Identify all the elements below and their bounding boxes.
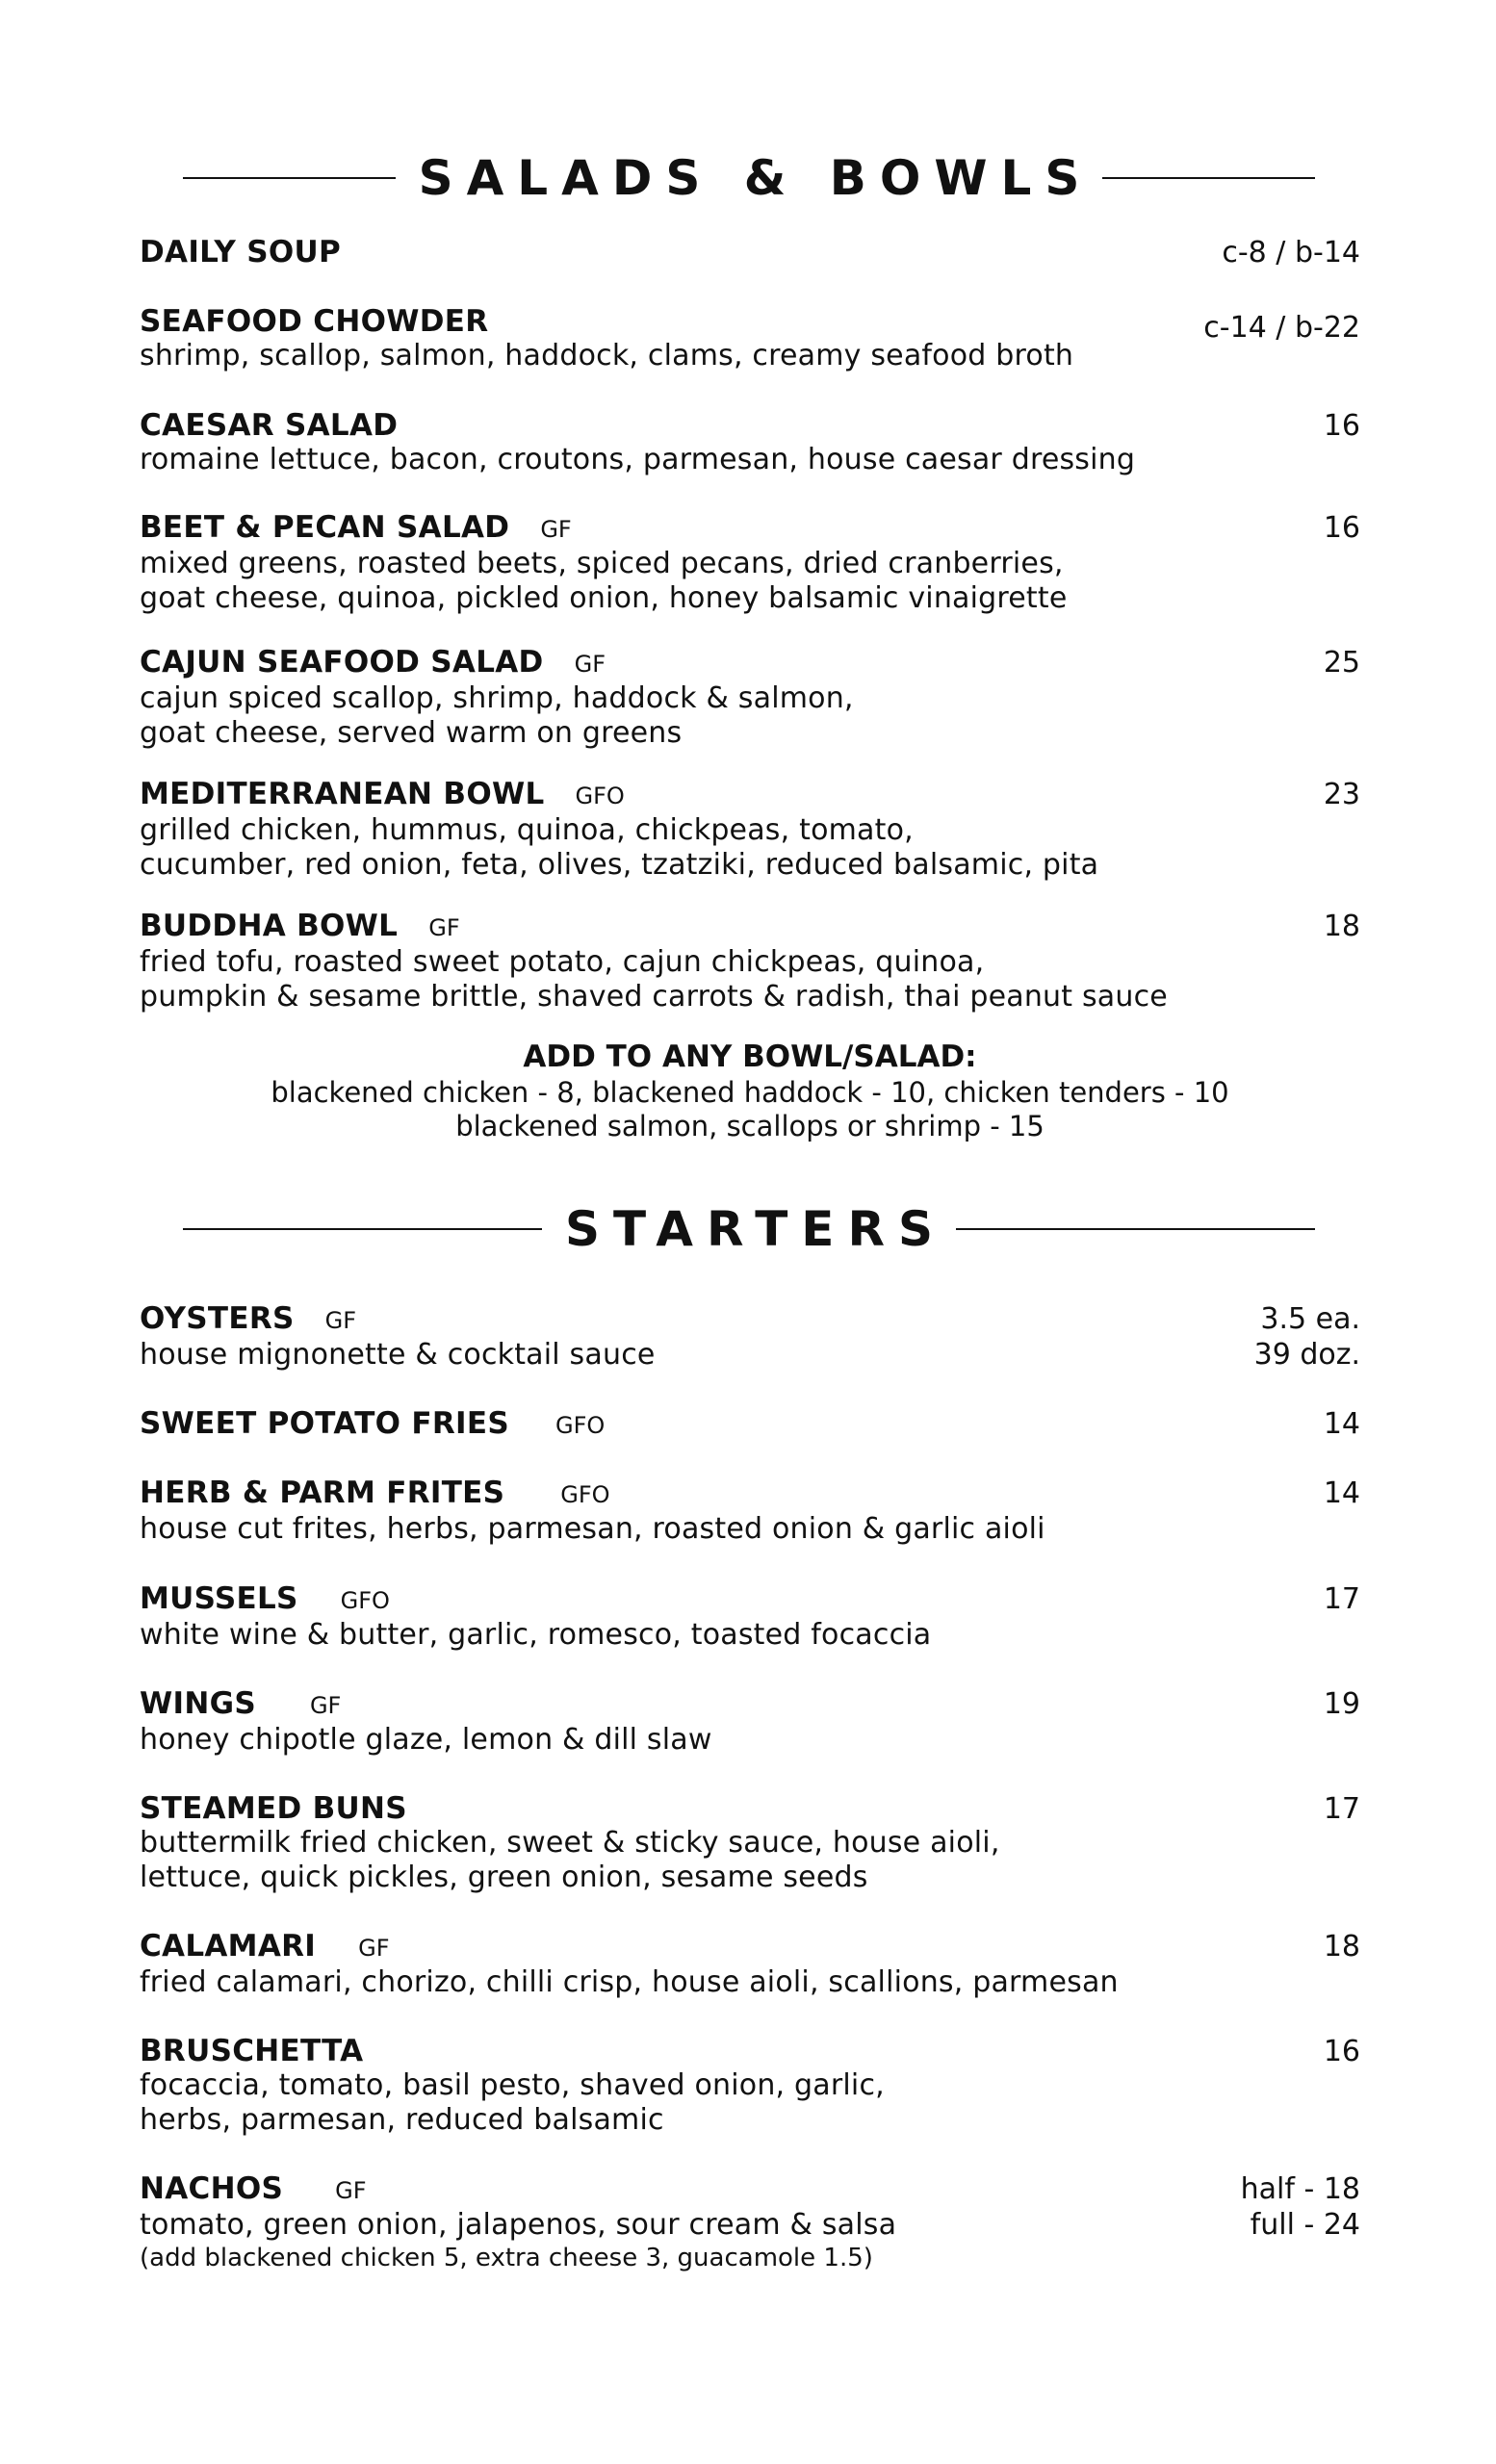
price-line: 3.5 ea.	[1260, 1302, 1360, 1336]
addon-block	[140, 1038, 1360, 1143]
price-line: 18	[1323, 910, 1360, 943]
item-price	[1324, 1406, 1360, 1442]
header-rule-right	[956, 1228, 1315, 1230]
price-line: 25	[1323, 646, 1360, 680]
price-line: half - 18	[1240, 2172, 1360, 2206]
item-price	[1324, 909, 1360, 944]
item-description: tomato, green onion, jalapenos, sour cream & salsa	[140, 2208, 897, 2242]
item-description: pumpkin & sesame brittle, shaved carrots & radish, thai peanut sauce	[140, 980, 1168, 1014]
price-line: 16	[1323, 2035, 1360, 2068]
header-rule-left	[183, 177, 396, 179]
item-name: OYSTERS	[140, 1301, 295, 1336]
item-description: white wine & butter, garlic, romesco, toasted focaccia	[140, 1618, 932, 1652]
item-price	[1203, 310, 1360, 346]
item-name: BEET & PECAN SALAD	[140, 510, 510, 545]
header-rule-right	[1102, 177, 1315, 179]
item-name: WINGS	[140, 1686, 256, 1721]
item-price	[1324, 1686, 1360, 1722]
item-note: (add blackened chicken 5, extra cheese 3, guacamole 1.5)	[140, 2244, 873, 2272]
item-name: BUDDHA BOWL	[140, 909, 399, 943]
item-description: cajun spiced scallop, shrimp, haddock & salmon,	[140, 681, 854, 715]
price-line: 14	[1323, 1476, 1360, 1510]
menu-item-sweet-potato-fries	[140, 1406, 1360, 1443]
item-price	[1324, 2034, 1360, 2069]
price-line: 18	[1323, 1930, 1360, 1964]
addon-title: ADD TO ANY BOWL/SALAD:	[523, 1040, 977, 1074]
dietary-tag: GFO	[560, 1481, 610, 1508]
item-price	[1254, 1301, 1360, 1373]
starters-section-header	[183, 1201, 1315, 1257]
item-description: lettuce, quick pickles, green onion, sesame seeds	[140, 1861, 868, 1894]
item-description: romaine lettuce, bacon, croutons, parmesan, house caesar dressing	[140, 443, 1136, 476]
item-price	[1324, 645, 1360, 680]
item-price	[1324, 1791, 1360, 1827]
price-line: 23	[1323, 778, 1360, 811]
starters-section-title: STARTERS	[565, 1201, 946, 1257]
item-price	[1324, 510, 1360, 546]
item-description: herbs, parmesan, reduced balsamic	[140, 2103, 664, 2137]
menu-item-steamed-buns	[140, 1791, 1360, 1895]
item-price	[1324, 1476, 1360, 1511]
menu-item-mediterranean-bowl	[140, 777, 1360, 883]
dietary-tag: GFO	[575, 783, 625, 809]
menu-item-bruschetta	[140, 2034, 1360, 2138]
price-line: 17	[1323, 1792, 1360, 1826]
menu-item-oysters	[140, 1301, 1360, 1373]
menu-item-beet-pecan-salad	[140, 510, 1360, 616]
item-name: SEAFOOD CHOWDER	[140, 304, 489, 339]
price-line: full - 24	[1250, 2208, 1360, 2242]
item-name: MEDITERRANEAN BOWL	[140, 777, 545, 811]
item-name: HERB & PARM FRITES	[140, 1476, 505, 1510]
header-rule-left	[183, 1228, 542, 1230]
menu-item-wings	[140, 1686, 1360, 1758]
item-description: goat cheese, served warm on greens	[140, 716, 683, 750]
menu-item-herb-parm-frites	[140, 1476, 1360, 1547]
item-description: shrimp, scallop, salmon, haddock, clams, creamy seafood broth	[140, 339, 1074, 372]
item-name: NACHOS	[140, 2171, 284, 2206]
dietary-tag: GFO	[340, 1587, 390, 1614]
dietary-tag: GF	[324, 1307, 357, 1334]
item-description: cucumber, red onion, feta, olives, tzatziki, reduced balsamic, pita	[140, 848, 1099, 882]
item-description: house cut frites, herbs, parmesan, roasted onion & garlic aioli	[140, 1512, 1045, 1546]
item-description: fried calamari, chorizo, chilli crisp, house aioli, scallions, parmesan	[140, 1965, 1119, 1999]
menu-item-daily-soup	[140, 235, 1360, 270]
item-name: CALAMARI	[140, 1929, 317, 1964]
dietary-tag: GF	[574, 651, 606, 678]
menu-item-cajun-seafood-salad	[140, 645, 1360, 751]
menu-item-mussels	[140, 1581, 1360, 1653]
item-description: goat cheese, quinoa, pickled onion, honey balsamic vinaigrette	[140, 581, 1068, 615]
price-line: 17	[1323, 1582, 1360, 1616]
item-description: honey chipotle glaze, lemon & dill slaw	[140, 1723, 712, 1757]
item-description: house mignonette & cocktail sauce	[140, 1338, 656, 1372]
item-price	[1324, 777, 1360, 812]
addon-line: blackened chicken - 8, blackened haddock - 10, chicken tenders - 10	[271, 1076, 1229, 1109]
item-name: SWEET POTATO FRIES	[140, 1406, 509, 1441]
price-line: 39 doz.	[1253, 1338, 1360, 1372]
dietary-tag: GF	[358, 1935, 390, 1962]
price-line: 16	[1323, 409, 1360, 443]
item-description: mixed greens, roasted beets, spiced pecans, dried cranberries,	[140, 547, 1064, 580]
item-price	[1241, 2171, 1360, 2243]
item-description: buttermilk fried chicken, sweet & sticky sauce, house aioli,	[140, 1826, 1000, 1860]
item-name: STEAMED BUNS	[140, 1791, 407, 1826]
dietary-tag: GFO	[555, 1412, 606, 1439]
dietary-tag: GF	[428, 914, 460, 941]
item-price	[1222, 235, 1360, 270]
item-price	[1324, 1929, 1360, 1964]
dietary-tag: GF	[335, 2177, 367, 2204]
menu-item-caesar-salad	[140, 408, 1360, 477]
item-name: CAJUN SEAFOOD SALAD	[140, 645, 544, 680]
price-line: c-8 / b-14	[1222, 236, 1360, 270]
item-description: grilled chicken, hummus, quinoa, chickpeas, tomato,	[140, 813, 914, 847]
price-line: 16	[1323, 511, 1360, 545]
price-line: c-14 / b-22	[1203, 311, 1360, 345]
item-name: MUSSELS	[140, 1581, 298, 1616]
addon-line: blackened salmon, scallops or shrimp - 15	[455, 1110, 1045, 1142]
item-name: DAILY SOUP	[140, 235, 341, 270]
item-price	[1324, 1581, 1360, 1617]
item-name: BRUSCHETTA	[140, 2034, 364, 2068]
menu-item-calamari	[140, 1929, 1360, 2000]
salads-section-header	[183, 150, 1315, 206]
dietary-tag: GF	[540, 516, 572, 543]
price-line: 14	[1323, 1407, 1360, 1441]
item-description: fried tofu, roasted sweet potato, cajun chickpeas, quinoa,	[140, 945, 985, 979]
price-line: 19	[1323, 1687, 1360, 1721]
item-price	[1324, 408, 1360, 444]
item-name: CAESAR SALAD	[140, 408, 399, 443]
menu-item-buddha-bowl	[140, 909, 1360, 1014]
salads-section-title: SALADS & BOWLS	[418, 150, 1094, 206]
menu-item-seafood-chowder	[140, 304, 1360, 373]
dietary-tag: GF	[309, 1692, 342, 1719]
menu-item-nachos	[140, 2171, 1360, 2273]
item-description: focaccia, tomato, basil pesto, shaved onion, garlic,	[140, 2068, 885, 2102]
